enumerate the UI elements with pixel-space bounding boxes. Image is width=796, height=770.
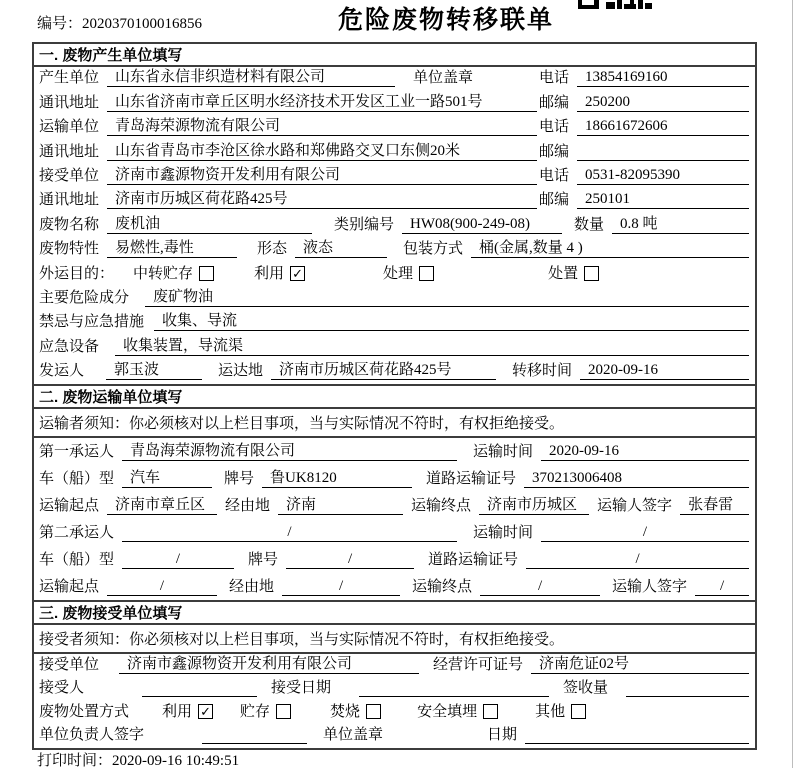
packaging-label: 包装方式 (403, 241, 464, 258)
route2-end-value: / (480, 577, 600, 596)
print-time-label: 打印时间： (37, 753, 113, 769)
category-code-label: 类别编号 (334, 216, 395, 233)
license-number-value: 济南危证02号 (531, 655, 749, 674)
waste-name-label: 废物名称 (39, 216, 100, 233)
row-route-2 (34, 573, 755, 600)
option-disposal-other (535, 703, 586, 721)
qr-code-fragment-icon (578, 0, 652, 9)
emergency-equipment-label: 应急设备 (39, 338, 100, 355)
option-utilize (254, 265, 305, 283)
unit-seal-label: 单位盖章 (413, 70, 474, 87)
waste-name-value: 废机油 (107, 215, 312, 234)
vehicle-type-label: 车（船）型 (39, 471, 115, 488)
section-transporter (34, 384, 755, 600)
transport-address-value: 山东省青岛市李沧区徐水路和郑佛路交叉口东侧20米 (107, 142, 537, 161)
route-via-value: 济南 (278, 496, 403, 515)
transport-unit-label: 运输单位 (39, 119, 100, 136)
option-disposal-incinerate (330, 703, 381, 721)
print-time-value: 2020-09-16 10:49:51 (112, 753, 240, 769)
receiver-address-label: 通讯地址 (39, 192, 100, 209)
acceptor-value (142, 696, 257, 697)
receiver-phone-label: 电话 (538, 167, 569, 184)
row-vehicle-type-2 (34, 546, 755, 573)
disposal-method-label: 废物处置方式 (39, 703, 130, 720)
route-start-value: 济南市章丘区 (107, 496, 217, 515)
producer-unit-label: 产生单位 (39, 70, 100, 87)
route2-start-label: 运输起点 (39, 579, 100, 596)
producer-unit-value: 山东省永信非织造材料有限公司 (107, 68, 395, 87)
row-waste-traits (34, 238, 755, 262)
date-label: 日期 (487, 727, 518, 744)
shipper-label: 发运人 (39, 363, 85, 380)
option-disposal-landfill (417, 703, 498, 721)
road-permit2-value: / (526, 550, 749, 569)
transport-time-label: 运输时间 (473, 444, 534, 461)
outbound-purpose-label: 外运目的： (39, 265, 115, 282)
option-disposal-storage (240, 703, 291, 721)
option-disposal-incinerate-label: 焚烧 (330, 703, 361, 720)
checkbox-utilize (290, 266, 305, 281)
receiver-seal-label: 单位盖章 (323, 727, 384, 744)
accept-date-value (359, 696, 549, 697)
option-utilize-label: 利用 (254, 265, 285, 282)
route2-end-label: 运输终点 (412, 579, 473, 596)
transport-unit-value: 青岛海荣源物流有限公司 (107, 117, 537, 136)
packaging-value: 桶(金属,数量 4 ) (471, 239, 749, 258)
section-transporter-title: 二. 废物运输单位填写 (34, 386, 755, 409)
route2-via-value: / (282, 577, 400, 596)
option-treat (383, 265, 434, 283)
option-transfer-storage-label: 中转贮存 (133, 265, 194, 282)
receiver-phone-value: 0531-82095390 (577, 166, 749, 185)
section-producer-title: 一. 废物产生单位填写 (34, 44, 755, 67)
form-state-label: 形态 (257, 241, 288, 258)
section-producer (34, 44, 755, 384)
shipper-value: 郭玉波 (106, 361, 202, 380)
row-vehicle-type-1 (34, 465, 755, 492)
receiver-unit-value: 济南市鑫源物资开发利用有限公司 (107, 166, 537, 185)
vehicle-type-value: 汽车 (122, 469, 212, 488)
transport-phone-value: 18661672606 (577, 117, 749, 136)
vehicle-type2-value: / (122, 550, 234, 569)
checkbox-treat (419, 266, 434, 281)
waste-traits-label: 废物特性 (39, 241, 100, 258)
receiver-unit-label: 接受单位 (39, 167, 100, 184)
option-disposal-other-label: 其他 (535, 703, 566, 720)
route2-start-value: / (107, 577, 217, 596)
second-carrier-label: 第二承运人 (39, 525, 115, 542)
row-outbound-purpose (34, 262, 755, 286)
serial-label: 编号： (37, 16, 83, 32)
transport-time2-label: 运输时间 (473, 525, 534, 542)
producer-zip-value: 250200 (577, 93, 749, 112)
row-first-carrier (34, 438, 755, 465)
check-mark: ✓ (292, 266, 303, 282)
producer-phone-value: 13854169160 (577, 68, 749, 87)
option-transfer-storage (133, 265, 214, 283)
accept-unit-value: 济南市鑫源物资开发利用有限公司 (119, 655, 419, 674)
row-transport-address (34, 140, 755, 164)
plate-number2-value: / (286, 550, 414, 569)
accept-unit-label: 接受单位 (39, 656, 100, 673)
destination-label: 运达地 (218, 363, 264, 380)
road-permit-label: 道路运输证号 (426, 471, 517, 488)
transport-phone-label: 电话 (538, 119, 569, 136)
print-time (37, 749, 239, 770)
checkbox-disposal-utilize (198, 704, 213, 719)
row-receiver-address (34, 189, 755, 213)
route2-via-label: 经由地 (229, 579, 275, 596)
checkbox-disposal-incinerate (366, 704, 381, 719)
emergency-measures-label: 禁忌与应急措施 (39, 314, 145, 331)
acceptor-label: 接受人 (39, 680, 85, 697)
row-emergency-measures (34, 311, 755, 335)
page-edge-line (792, 0, 793, 768)
section-receiver-fill (34, 600, 755, 748)
hazard-components-value: 废矿物油 (145, 288, 749, 307)
waste-traits-value: 易燃性,毒性 (107, 239, 237, 258)
receiver-zip-value: 250101 (577, 190, 749, 209)
serial-value: 2020370100016856 (82, 16, 203, 32)
option-disposal-landfill-label: 安全填埋 (417, 703, 478, 720)
transport-time-value: 2020-09-16 (541, 442, 749, 461)
row-second-carrier (34, 519, 755, 546)
document-header (0, 0, 796, 42)
transfer-date-value: 2020-09-16 (580, 361, 749, 380)
row-producer-unit (34, 67, 755, 91)
quantity-value: 0.8 吨 (612, 215, 749, 234)
road-permit2-label: 道路运输证号 (428, 552, 519, 569)
option-dispose-label: 处置 (548, 265, 579, 282)
checkbox-disposal-storage (276, 704, 291, 719)
destination-value: 济南市历城区荷花路425号 (271, 361, 496, 380)
license-number-label: 经营许可证号 (433, 656, 524, 673)
receiver-zip-label: 邮编 (538, 192, 569, 209)
route-start-label: 运输起点 (39, 498, 100, 515)
section-receiver-title: 三. 废物接受单位填写 (34, 602, 755, 625)
route-end-label: 运输终点 (411, 498, 472, 515)
plate-number-label: 牌号 (224, 471, 255, 488)
second-carrier-value: / (122, 523, 457, 542)
row-receiver-unit (34, 165, 755, 189)
accept-date-label: 接受日期 (271, 680, 332, 697)
emergency-equipment-value: 收集装置，导流渠 (115, 337, 749, 356)
option-disposal-utilize-label: 利用 (162, 703, 193, 720)
plate-number-value: 鲁UK8120 (262, 469, 412, 488)
producer-zip-label: 邮编 (538, 94, 569, 111)
carrier-signature-label: 运输人签字 (597, 498, 673, 515)
row-acceptor (34, 678, 755, 702)
road-permit-value: 370213006408 (524, 469, 749, 488)
transporter-notice: 运输者须知：你必须核对以上栏目事项，当与实际情况不符时，有权拒绝接受。 (34, 409, 755, 438)
route-end-value: 济南市历城区 (479, 496, 589, 515)
row-responsible-signature (34, 725, 755, 749)
row-emergency-equipment (34, 335, 755, 359)
transfer-date-label: 转移时间 (512, 363, 573, 380)
producer-address-label: 通讯地址 (39, 94, 100, 111)
route-via-label: 经由地 (225, 498, 271, 515)
form-state-value: 液态 (295, 239, 387, 258)
hazard-components-label: 主要危险成分 (39, 289, 130, 306)
producer-address-value: 山东省济南市章丘区明水经济技术开发区工业一路501号 (107, 93, 537, 112)
first-carrier-value: 青岛海荣源物流有限公司 (122, 442, 457, 461)
check-mark: ✓ (200, 704, 211, 720)
transport-address-label: 通讯地址 (39, 143, 100, 160)
row-hazard-components (34, 287, 755, 311)
producer-phone-label: 电话 (538, 70, 569, 87)
row-shipper (34, 360, 755, 384)
transport-zip-value (577, 160, 749, 161)
receiver-address-value: 济南市历城区荷花路425号 (107, 190, 537, 209)
checkbox-disposal-landfill (483, 704, 498, 719)
row-route-1 (34, 492, 755, 519)
responsible-signature-value (202, 743, 307, 744)
carrier-signature-value: 张春雷 (680, 496, 749, 515)
category-code-value: HW08(900-249-08) (402, 215, 562, 234)
row-producer-address (34, 91, 755, 115)
vehicle-type2-label: 车（船）型 (39, 552, 115, 569)
checkbox-disposal-other (571, 704, 586, 719)
carrier2-signature-value: / (695, 577, 749, 596)
checkbox-transfer-storage (199, 266, 214, 281)
responsible-signature-label: 单位负责人签字 (39, 727, 145, 744)
signed-quantity-label: 签收量 (563, 680, 609, 697)
date-value (525, 743, 749, 744)
row-accept-unit (34, 654, 755, 678)
row-transport-unit (34, 116, 755, 140)
receiver-notice: 接受者须知：你必须核对以上栏目事项，当与实际情况不符时，有权拒绝接受。 (34, 625, 755, 654)
signed-quantity-value (626, 696, 749, 697)
option-disposal-utilize (162, 703, 213, 721)
row-waste-name (34, 213, 755, 237)
plate-number2-label: 牌号 (248, 552, 279, 569)
first-carrier-label: 第一承运人 (39, 444, 115, 461)
row-disposal-method (34, 701, 755, 725)
transport-zip-label: 邮编 (538, 143, 569, 160)
option-treat-label: 处理 (383, 265, 414, 282)
carrier2-signature-label: 运输人签字 (612, 579, 688, 596)
page-title: 危险废物转移联单 (337, 6, 554, 34)
option-dispose (548, 265, 599, 283)
transport-time2-value: / (541, 523, 749, 542)
emergency-measures-value: 收集、导流 (154, 312, 749, 331)
option-disposal-storage-label: 贮存 (240, 703, 271, 720)
quantity-label: 数量 (574, 216, 605, 233)
checkbox-dispose (584, 266, 599, 281)
transfer-form (32, 42, 757, 750)
